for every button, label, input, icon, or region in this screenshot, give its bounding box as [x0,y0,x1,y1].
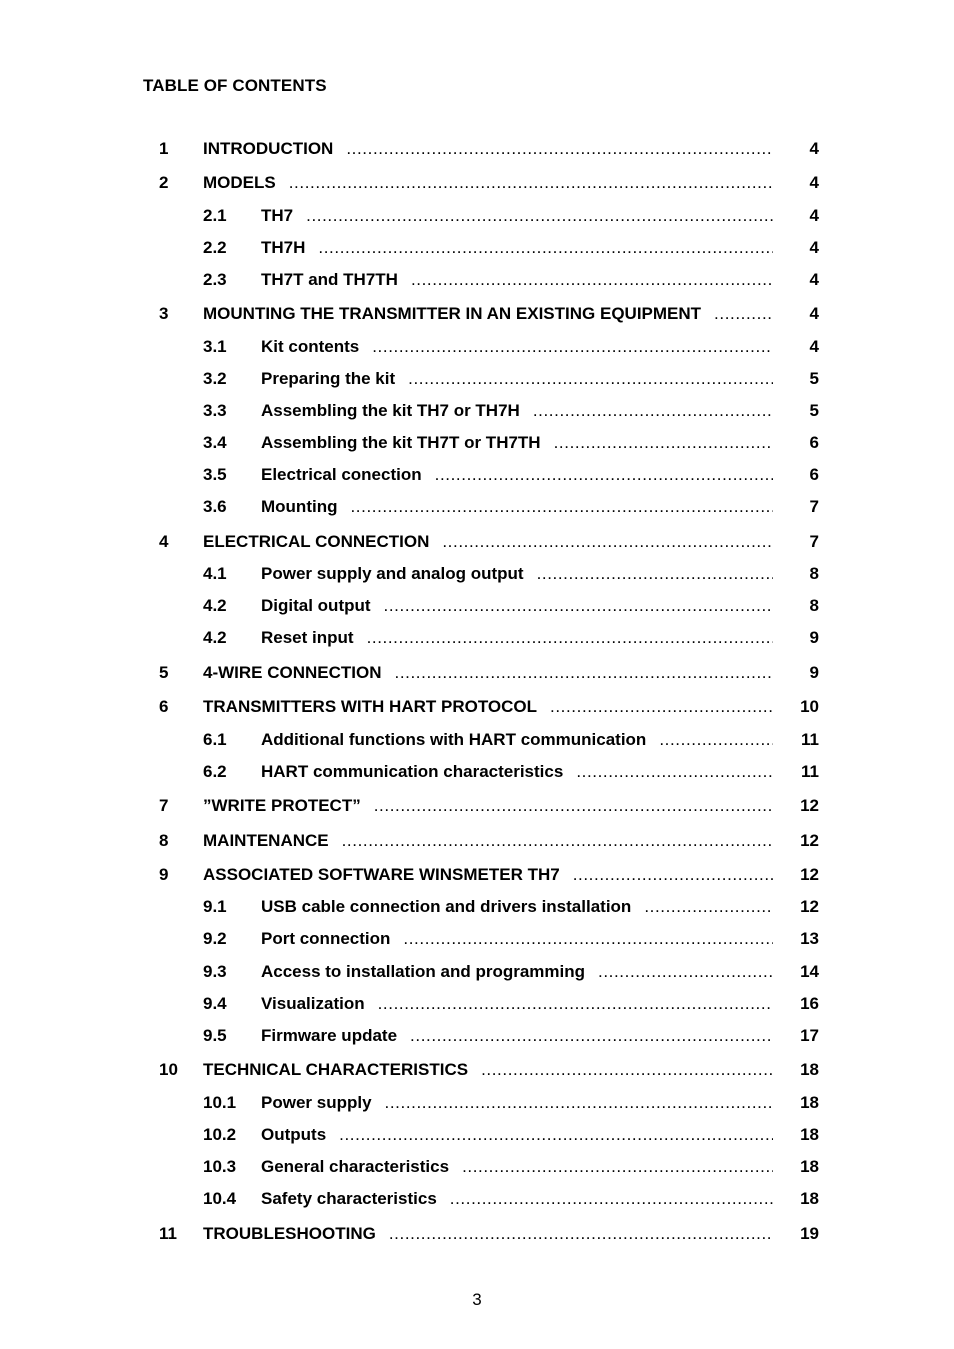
toc-entry-title: Firmware update [261,1026,398,1045]
toc-entry[interactable] [0,1223,954,1245]
toc-entry[interactable] [0,928,954,950]
dot-leader [659,729,773,751]
toc-entry-page: 9 [809,663,819,682]
toc-entry-page: 4 [809,173,819,192]
dot-leader [385,1092,773,1114]
toc-entry[interactable] [0,864,954,886]
toc-entry[interactable] [0,993,954,1015]
toc-entry-leader [261,237,773,259]
toc-entry-leader [261,595,773,617]
toc-entry-page: 14 [800,962,819,981]
toc-entry-page: 7 [809,497,819,516]
toc-entry-page: 12 [800,796,819,815]
toc-entry-page: 18 [800,1157,819,1176]
toc-entry-title: Port connection [261,929,391,948]
toc-heading: TABLE OF CONTENTS [143,76,327,95]
toc-entry-page: 4 [809,206,819,225]
toc-entry-page: 16 [800,994,819,1013]
toc-entry[interactable] [0,795,954,817]
toc-entry-number: 9.5 [203,1026,227,1045]
toc-entry-leader [203,172,773,194]
toc-entry-number: 6.1 [203,730,227,749]
dot-leader [408,368,773,390]
toc-entry-leader [261,464,773,486]
toc-entry-page: 8 [809,564,819,583]
toc-entry[interactable] [0,269,954,291]
toc-entry-page: 13 [800,929,819,948]
toc-entry-leader [203,531,773,553]
toc-entry[interactable] [0,303,954,325]
toc-entry-number: 9.1 [203,897,227,916]
toc-entry[interactable] [0,696,954,718]
toc-entry-number: 9 [159,865,169,884]
toc-entry-leader [203,138,773,160]
dot-leader [573,864,773,886]
toc-entry-leader [261,205,773,227]
toc-entry[interactable] [0,1124,954,1146]
toc-entry-leader [261,896,773,918]
toc-entry-title: Visualization [261,994,365,1013]
toc-entry-title: Power supply and analog output [261,564,524,583]
dot-leader [435,464,773,486]
toc-entry[interactable] [0,830,954,852]
dot-leader [378,993,773,1015]
toc-entry-number: 3.5 [203,465,227,484]
toc-entry-page: 9 [809,628,819,647]
toc-entry-number: 2.3 [203,270,227,289]
dot-leader [403,928,773,950]
dot-leader [346,138,773,160]
toc-entry-number: 6 [159,697,169,716]
toc-entry-title: TH7 [261,206,294,225]
toc-entry-title: Additional functions with HART communication [261,730,647,749]
dot-leader [450,1188,773,1210]
toc-entry-title: Access to installation and programming [261,962,586,981]
toc-entry-title: MAINTENANCE [203,831,329,850]
toc-entry-number: 8 [159,831,169,850]
toc-entry-title: INTRODUCTION [203,139,334,158]
toc-entry[interactable] [0,662,954,684]
dot-leader [714,303,773,325]
toc-entry[interactable] [0,961,954,983]
toc-entry-number: 10.1 [203,1093,237,1112]
toc-entry[interactable] [0,205,954,227]
toc-entry-title: TROUBLESHOOTING [203,1224,376,1243]
toc-entry-number: 6.2 [203,762,227,781]
toc-entry-title: HART communication characteristics [261,762,564,781]
toc-entry[interactable] [0,237,954,259]
toc-entry-leader [203,864,773,886]
toc-entry-title: Assembling the kit TH7 or TH7H [261,401,520,420]
toc-entry-title: Mounting [261,497,338,516]
dot-leader [576,761,773,783]
toc-entry[interactable] [0,172,954,194]
dot-leader [389,1223,773,1245]
toc-entry-page: 4 [809,238,819,257]
toc-entry-title: MOUNTING THE TRANSMITTER IN AN EXISTING EQUIPMENT [203,304,702,323]
toc-entry-page: 11 [801,730,819,749]
dot-leader [339,1124,773,1146]
toc-entry-number: 9.2 [203,929,227,948]
dot-leader [306,205,773,227]
toc-entry[interactable] [0,464,954,486]
dot-leader [289,172,773,194]
toc-entry-number: 3.6 [203,497,227,516]
toc-entry-page: 4 [809,139,819,158]
dot-leader [554,432,773,454]
toc-entry-number: 4 [159,532,169,551]
toc-entry-title: Kit contents [261,337,360,356]
toc-entry-page: 4 [809,337,819,356]
toc-entry-page: 19 [800,1224,819,1243]
toc-entry-leader [261,1124,773,1146]
dot-leader [411,269,773,291]
toc-entry[interactable] [0,432,954,454]
dot-leader [462,1156,773,1178]
toc-entry-leader [203,1223,773,1245]
toc-entry-leader [261,269,773,291]
toc-entry[interactable] [0,368,954,390]
toc-entry-leader [261,1156,773,1178]
dot-leader [374,795,773,817]
dot-leader [533,400,773,422]
toc-entry-number: 1 [159,139,169,158]
toc-entry[interactable] [0,531,954,553]
toc-entry[interactable] [0,729,954,751]
toc-entry-page: 4 [809,270,819,289]
toc-entry-number: 4.2 [203,628,227,647]
toc-entry-leader [261,432,773,454]
toc-entry-page: 18 [800,1189,819,1208]
toc-entry[interactable] [0,896,954,918]
toc-entry-number: 2.1 [203,206,227,225]
toc-entry-number: 9.4 [203,994,227,1013]
toc-entry[interactable] [0,336,954,358]
toc-entry-title: ”WRITE PROTECT” [203,796,361,815]
dot-leader [318,237,773,259]
toc-entry[interactable] [0,400,954,422]
dot-leader [537,563,773,585]
toc-entry-title: Preparing the kit [261,369,396,388]
toc-entry[interactable] [0,496,954,518]
dot-leader [367,627,773,649]
dot-leader [598,961,773,983]
toc-entry[interactable] [0,1025,954,1047]
toc-entry-leader [203,696,773,718]
toc-entry-title: MODELS [203,173,276,192]
toc-entry-leader [261,400,773,422]
toc-entry-number: 5 [159,663,169,682]
toc-entry-number: 3.2 [203,369,227,388]
toc-entry-leader [261,496,773,518]
page-number: 3 [472,1290,482,1309]
toc-entry-leader [203,1059,773,1081]
dot-leader [481,1059,773,1081]
toc-entry-number: 3.4 [203,433,227,452]
dot-leader [410,1025,773,1047]
toc-entry-title: General characteristics [261,1157,450,1176]
toc-entry[interactable] [0,138,954,160]
toc-entry-number: 10.2 [203,1125,237,1144]
toc-entry[interactable] [0,1059,954,1081]
toc-entry-title: Digital output [261,596,371,615]
toc-entry-title: Power supply [261,1093,372,1112]
dot-leader [644,896,773,918]
dot-leader [550,696,773,718]
toc-entry-number: 10.4 [203,1189,237,1208]
toc-entry-title: Safety characteristics [261,1189,437,1208]
dot-leader [395,662,774,684]
toc-entry-leader [261,1188,773,1210]
toc-entry-page: 18 [800,1060,819,1079]
toc-entry-page: 4 [809,304,819,323]
toc-entry-page: 5 [809,369,819,388]
toc-entry-page: 10 [800,697,819,716]
toc-entry-number: 3.1 [203,337,227,356]
toc-entry-page: 18 [800,1093,819,1112]
toc-entry-number: 3 [159,304,169,323]
toc-entry-leader [203,830,773,852]
toc-entry-title: Reset input [261,628,354,647]
toc-entry-number: 9.3 [203,962,227,981]
toc-entry-title: Electrical conection [261,465,422,484]
toc-entry-page: 18 [800,1125,819,1144]
toc-entry-leader [261,368,773,390]
toc-entry-title: Assembling the kit TH7T or TH7TH [261,433,541,452]
toc-entry-leader [203,795,773,817]
dot-leader [442,531,773,553]
toc-entry-page: 12 [800,831,819,850]
toc-entry-page: 5 [809,401,819,420]
toc-entry-leader [261,729,773,751]
toc-entry[interactable] [0,627,954,649]
toc-entry-leader [261,961,773,983]
toc-entry[interactable] [0,1188,954,1210]
toc-entry-title: USB cable connection and drivers installation [261,897,632,916]
toc-entry-leader [203,662,773,684]
toc-entry-page: 8 [809,596,819,615]
toc-entry-leader [261,993,773,1015]
toc-entry-number: 11 [159,1224,177,1243]
toc-entry-title: TH7H [261,238,306,257]
toc-entry-number: 7 [159,796,169,815]
toc-entry-page: 6 [809,465,819,484]
toc-entry-title: ELECTRICAL CONNECTION [203,532,430,551]
toc-entry[interactable] [0,595,954,617]
toc-entry-leader [261,928,773,950]
toc-entry-title: ASSOCIATED SOFTWARE WINSMETER TH7 [203,865,560,884]
toc-entry-page: 7 [809,532,819,551]
toc-entry-leader [261,1025,773,1047]
toc-entry-page: 12 [800,865,819,884]
toc-entry-number: 2.2 [203,238,227,257]
dot-leader [384,595,773,617]
toc-entry-number: 3.3 [203,401,227,420]
toc-entry-page: 6 [809,433,819,452]
toc-entry-leader [261,627,773,649]
toc-entry-leader [261,563,773,585]
toc-entry-title: TECHNICAL CHARACTERISTICS [203,1060,469,1079]
toc-entry-number: 10.3 [203,1157,237,1176]
dot-leader [342,830,773,852]
dot-leader [350,496,773,518]
toc-entry-page: 11 [801,762,819,781]
toc-entry-title: 4-WIRE CONNECTION [203,663,382,682]
toc-entry-page: 17 [800,1026,819,1045]
toc-entry-title: TRANSMITTERS WITH HART PROTOCOL [203,697,537,716]
toc-entry-number: 4.1 [203,564,227,583]
toc-entry-title: Outputs [261,1125,327,1144]
toc-entry[interactable] [0,1092,954,1114]
toc-entry-leader [203,303,773,325]
toc-entry-leader [261,761,773,783]
toc-entry[interactable] [0,563,954,585]
toc-entry-leader [261,336,773,358]
toc-entry[interactable] [0,761,954,783]
toc-entry-title: TH7T and TH7TH [261,270,398,289]
toc-entry-page: 12 [800,897,819,916]
toc-entry-number: 2 [159,173,169,192]
toc-entry-leader [261,1092,773,1114]
dot-leader [372,336,773,358]
toc-entry[interactable] [0,1156,954,1178]
toc-entry-number: 10 [159,1060,178,1079]
toc-entry-number: 4.2 [203,596,227,615]
